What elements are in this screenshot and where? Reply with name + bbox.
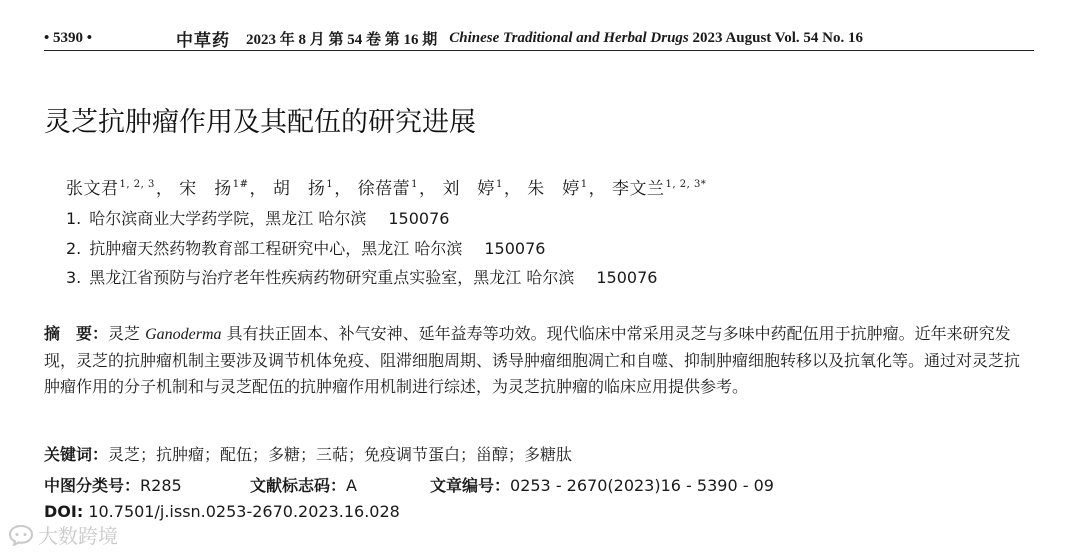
journal-brand: 中草药 (176, 30, 230, 50)
journal-header (44, 26, 1034, 51)
affiliation-2: 2. 抗肿瘤天然药物教育部工程研究中心，黑龙江 哈尔滨 150076 (66, 239, 546, 258)
abstract: 摘 要：灵芝 Ganoderma 具有扶正固本、补气安神、延年益寿等功效。现代临床中常采用灵芝与多味中药配伍用于抗肿瘤。近年来研究发现，灵芝的抗肿瘤机制主要涉及调节机体免疫、阻滞细胞周期、诱导肿瘤细胞凋亡和自噬、抑制肿瘤细胞转移以及抗氧化等。通过对灵芝抗肿瘤作用的分子机制和与灵芝配伍的抗肿瘤作用机制进行综述，为灵芝抗肿瘤的临床应用提供参考。 (44, 324, 1021, 396)
watermark (8, 520, 118, 549)
author-list (66, 174, 707, 199)
affiliation-1: 1. 哈尔滨商业大学药学院，黑龙江 哈尔滨 150076 (66, 209, 450, 228)
author: 李文兰$^{1, 2, 3*}$ (612, 179, 707, 199)
author: 朱 婷$^1$， (527, 179, 607, 199)
author: 胡 扬$^1$， (272, 179, 352, 199)
issue-info-en (449, 30, 863, 47)
article-number: 文章编号：0253 - 2670(2023)16 - 5390 - 09 (430, 476, 774, 495)
clc-number: 中图分类号：R285 (44, 476, 182, 495)
journal-name-en: Chinese Traditional and Herbal Drugs (449, 29, 689, 46)
watermark-text: 大数跨境 (38, 524, 118, 548)
keywords-label: 关键词： (44, 445, 109, 464)
author: 宋 扬$^{1\#}$， (179, 179, 267, 199)
issue-info-cn: 2023 年 8 月 第 54 卷 第 16 期 (246, 31, 438, 48)
abstract-label: 摘 要： (44, 324, 109, 343)
author: 徐蓓蕾$^1$， (357, 179, 437, 199)
latin-name: Ganoderma (145, 326, 222, 343)
author: 张文君$^{1, 2, 3}$， (66, 179, 174, 199)
keywords: 关键词：灵芝；抗肿瘤；配伍；多糖；三萜；免疫调节蛋白；甾醇；多糖肽 (44, 445, 573, 464)
doi-label: DOI: (44, 502, 84, 521)
chat-bubble-icon (8, 524, 34, 546)
author: 刘 婷$^1$， (442, 179, 522, 199)
affiliation-3: 3. 黑龙江省预防与治疗老年性疾病药物研究重点实验室，黑龙江 哈尔滨 150076 (66, 268, 658, 287)
page-number: • 5390 • (44, 29, 93, 46)
document-code: 文献标志码：A (250, 476, 357, 495)
article-title: 灵芝抗肿瘤作用及其配伍的研究进展 (44, 107, 476, 138)
issue-en: 2023 August Vol. 54 No. 16 (688, 29, 863, 46)
doi: DOI: 10.7501/j.issn.0253-2670.2023.16.028 (44, 502, 400, 521)
